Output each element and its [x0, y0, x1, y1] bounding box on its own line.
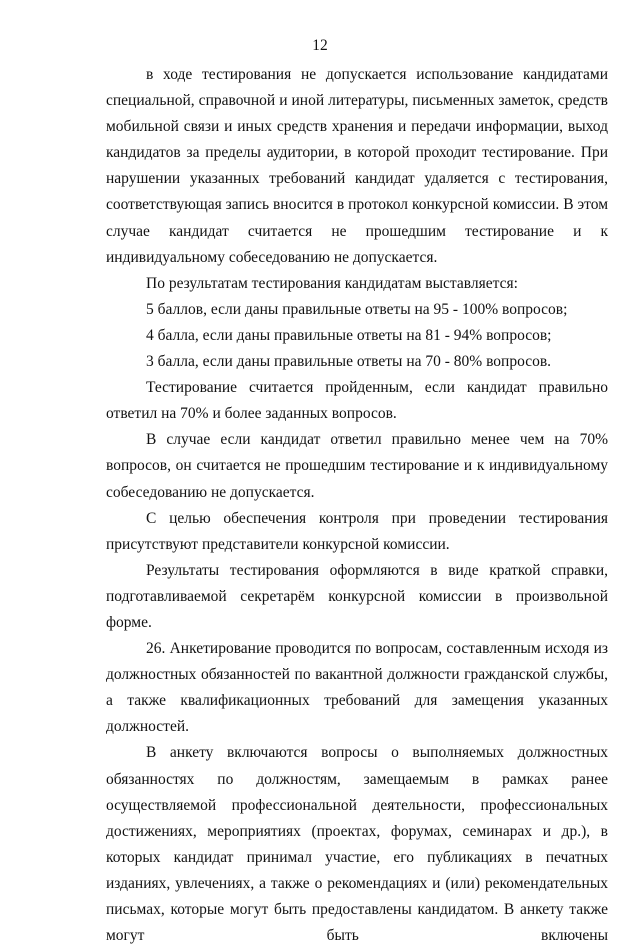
paragraph-questionnaire: 26. Анкетирование проводится по вопросам, составленным исходя из должностных обязанностей по вакантной должности гражданской службы, а также квалификационных требований для замещения указанных должностей. — [106, 640, 608, 736]
page-number: 12 — [312, 37, 328, 54]
paragraph-scoring-intro: По результатам тестирования кандидатам выставляется: — [146, 274, 518, 292]
document-body — [106, 62, 608, 949]
paragraph-fail-condition: В случае если кандидат ответил правильно менее чем на 70% вопросов, он считается не прошедшим тестирование и к индивидуальному собеседованию не допускается. — [106, 431, 608, 501]
paragraph-results-report: Результаты тестирования оформляются в виде краткой справки, подготавливаемой секретарём конкурсной комиссии в произвольной форме. — [106, 561, 608, 631]
paragraph-questionnaire-content: В анкету включаются вопросы о выполняемых должностных обязанностях по должностям, замещаемым в рамках ранее осуществляемой профессиональной деятельности, профессиональных достижениях, мероприятиях (проектах, форумах, семинарах и др.), в которых кандидат принимал участие, его публикациях в печатных изданиях, увлечениях, а также о рекомендациях и (или) рекомендательных письмах, которые могут быть предоставлены кандидатом. В анкету также могут быть включены — [106, 744, 608, 945]
paragraph-score-4: 4 балла, если даны правильные ответы на 81 - 94% вопросов; — [146, 326, 552, 344]
paragraph-score-3: 3 балла, если даны правильные ответы на 70 - 80% вопросов. — [146, 353, 552, 371]
paragraph-pass-threshold: Тестирование считается пройденным, если кандидат правильно ответил на 70% и более заданных вопросов. — [106, 379, 608, 423]
paragraph-control: С целью обеспечения контроля при проведении тестирования присутствуют представители конкурсной комиссии. — [106, 509, 608, 553]
paragraph-score-5: 5 баллов, если даны правильные ответы на 95 - 100% вопросов; — [146, 300, 568, 318]
paragraph-testing-rules: в ходе тестирования не допускается использование кандидатами специальной, справочной и иной литературы, письменных заметок, средств мобильной связи и иных средств хранения и передачи информации, выход кандидатов за пределы аудитории, в которой проходит тестирование. При нарушении указанных требований кандидат удаляется с тестирования, соответствующая запись вносится в протокол конкурсной комиссии. В этом случае кандидат считается не прошедшим тестирование и к индивидуальному собеседованию не допускается. — [106, 66, 608, 266]
